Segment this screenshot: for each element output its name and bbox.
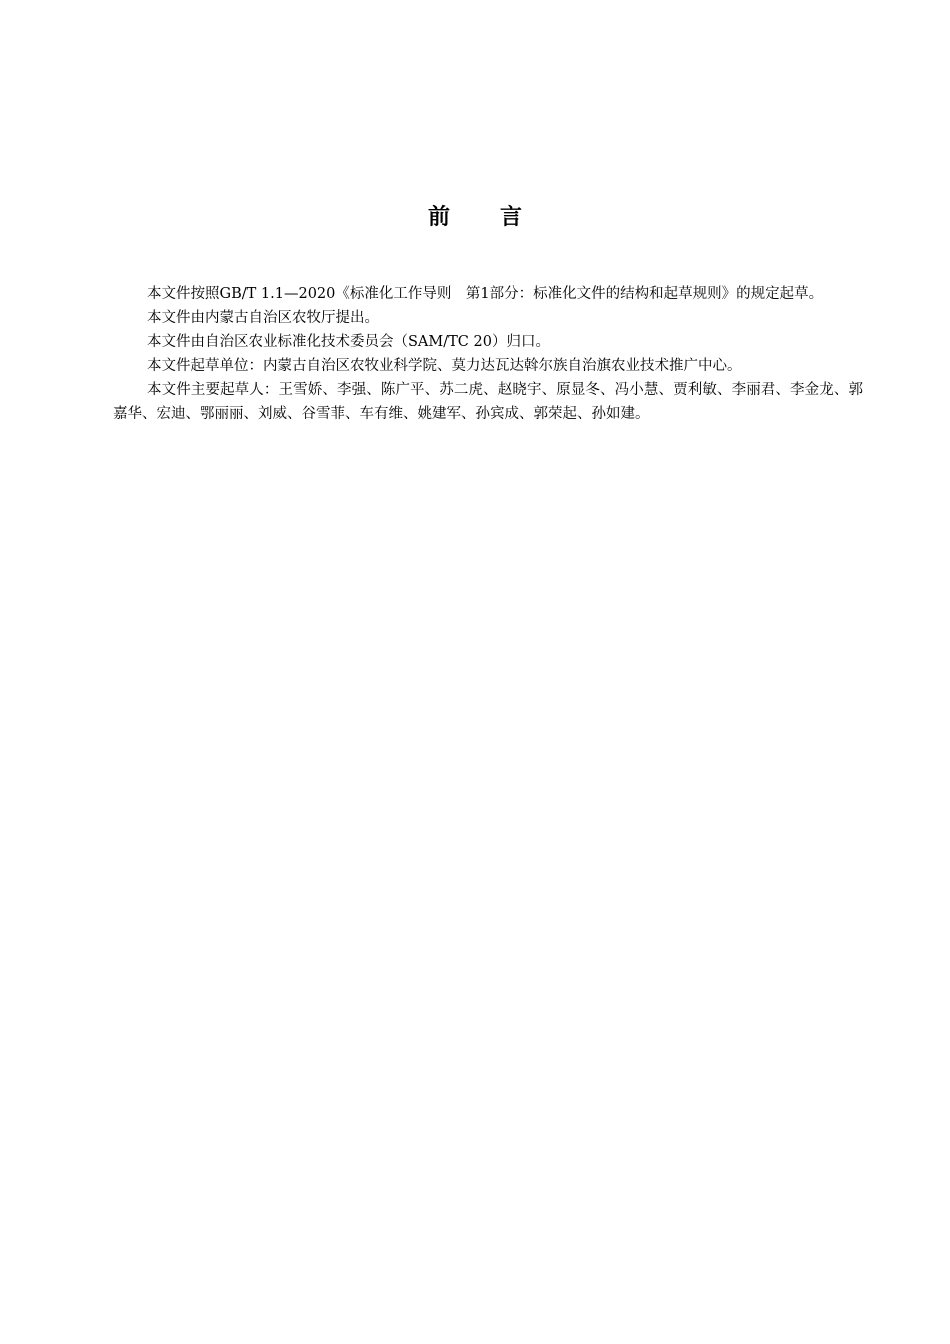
foreword-body [113, 282, 863, 426]
paragraph-drafting-units: 本文件起草单位：内蒙古自治区农牧业科学院、莫力达瓦达斡尔族自治旗农业技术推广中心。 [147, 358, 742, 374]
title-char-2: 言 [500, 205, 523, 230]
title-char-1: 前 [427, 205, 450, 230]
paragraph-technical-committee: 本文件由自治区农业标准化技术委员会（SAM/TC 20）归口。 [147, 334, 550, 350]
paragraph-main-drafters: 本文件主要起草人：王雪娇、李强、陈广平、苏二虎、赵晓宇、原显冬、冯小慧、贾利敏、李丽君、李金龙、郭嘉华、宏迪、鄂丽丽、刘威、谷雪菲、车有维、姚建军、孙宾成、郭荣起、孙如建。 [113, 382, 863, 422]
paragraph-proposer: 本文件由内蒙古自治区农牧厅提出。 [147, 310, 379, 326]
page-title [0, 200, 950, 231]
paragraph-drafting-rules: 本文件按照GB/T 1.1—2020《标准化工作导则 第1部分：标准化文件的结构和起草规则》的规定起草。 [147, 286, 824, 302]
